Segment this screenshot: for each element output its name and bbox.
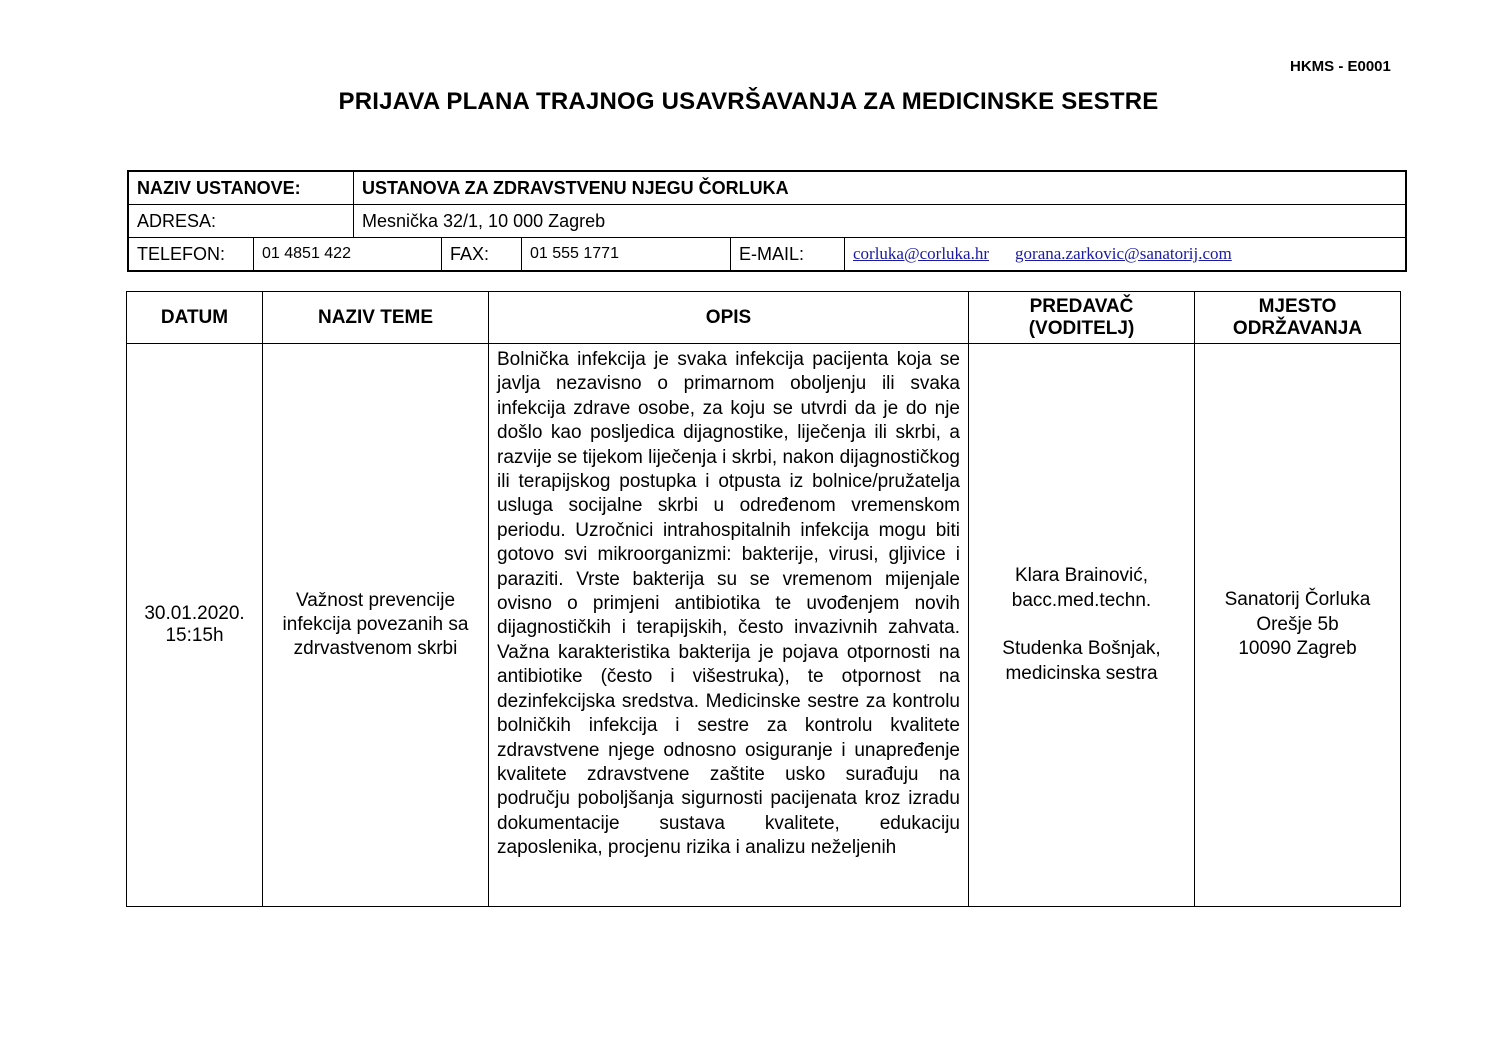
place-name: Sanatorij Čorluka [1224, 589, 1371, 611]
fax-value: 01 555 1771 [522, 238, 731, 270]
institution-name-row [129, 172, 1405, 205]
phone-value: 01 4851 422 [254, 238, 442, 270]
header-opis: OPIS [489, 292, 969, 343]
lecturer-1-name: Klara Brainović, [1014, 565, 1149, 586]
page-title: PRIJAVA PLANA TRAJNOG USAVRŠAVANJA ZA MEDICINSKE SESTRE [338, 88, 1159, 115]
cell-predavac [969, 344, 1195, 906]
cell-datum [127, 344, 263, 906]
lecturer-2-name: Studenka Bošnjak, [1002, 638, 1161, 659]
place-street: Orešje 5b [1256, 613, 1339, 635]
institution-name-value: USTANOVA ZA ZDRAVSTVENU NJEGU ČORLUKA [362, 177, 789, 198]
cell-opis: Bolnička infekcija je svaka infekcija pacijenta koja se javlja nezavisno o primarnom oboljenju ili svaka infekcija zdrave osobe, za koju se utvrdi da je do nje došlo kao posljedica dijagnostike, liječenja ili skrbi, a razvije se tijekom liječenja i skrbi, nakon dijagnostičkog ili terapijskog postupka i otpusta iz bolnice/pružatelja usluga socijalne skrbi u određenom vremenskom periodu. Uzročnici intrahospitalnih infekcija mogu biti gotovo svi mikroorganizmi: bakterije, virusi, gljivice i paraziti. Vrste bakterija su se vremenom mijenjale ovisno o primjeni antibiotika te uvođenjem novih dijagnostičkih i terapijskih, često invazivnih zahvata. Važna karakteristika bakterija je pojava otpornosti na antibiotike (često i višestruka), te otpornost na dezinfekcijska sredstva. Medicinske sestre za kontrolu bolničkih infekcija i sestre za kontrolu kvalitete zdravstvene njege odnosno osiguranje i unapređenje kvalitete zdravstvene zaštite usko surađuju na području poboljšanja sigurnosti pacijenata kroz izradu dokumentacije sustava kvalitete, edukaciju zaposlenika, procjenu rizika i analizu neželjenih [489, 344, 969, 906]
email-label: E-MAIL: [731, 238, 845, 270]
cell-tema: Važnost prevencije infekcija povezanih sa zdrvastvenom skrbi [263, 344, 489, 906]
header-mjesto-line2: ODRŽAVANJA [1232, 317, 1363, 339]
form-code: HKMS - E0001 [1290, 58, 1391, 75]
header-predavac-line2: (VODITELJ) [1028, 317, 1135, 339]
event-time: 15:15h [165, 625, 224, 646]
address-label: ADRESA: [129, 205, 354, 237]
contact-row [129, 238, 1405, 270]
lecturer-2-title: medicinska sestra [1005, 662, 1158, 684]
event-date: 30.01.2020. [144, 603, 245, 624]
table-row [127, 344, 1400, 906]
phone-label: TELEFON: [129, 238, 254, 270]
header-tema: NAZIV TEME [263, 292, 489, 343]
address-value: Mesnička 32/1, 10 000 Zagreb [362, 210, 606, 231]
email-link-1[interactable]: corluka@corluka.hr [853, 244, 990, 263]
email-values [845, 238, 1405, 270]
header-predavac-line1: PREDAVAČ [1029, 295, 1134, 317]
lecturer-1-title: bacc.med.techn. [1011, 589, 1152, 611]
education-plan-table [126, 291, 1401, 907]
institution-info-table [127, 170, 1407, 272]
fax-label: FAX: [442, 238, 522, 270]
email-link-2[interactable]: gorana.zarkovic@sanatorij.com [1015, 244, 1232, 263]
header-datum: DATUM [127, 292, 263, 343]
address-row [129, 205, 1405, 238]
header-mjesto-line1: MJESTO [1258, 295, 1337, 317]
place-city: 10090 Zagreb [1238, 638, 1357, 660]
cell-mjesto [1195, 344, 1400, 906]
institution-name-label: NAZIV USTANOVE: [129, 172, 354, 204]
table-header-row [127, 292, 1400, 344]
header-predavac [969, 292, 1195, 343]
header-mjesto [1195, 292, 1400, 343]
